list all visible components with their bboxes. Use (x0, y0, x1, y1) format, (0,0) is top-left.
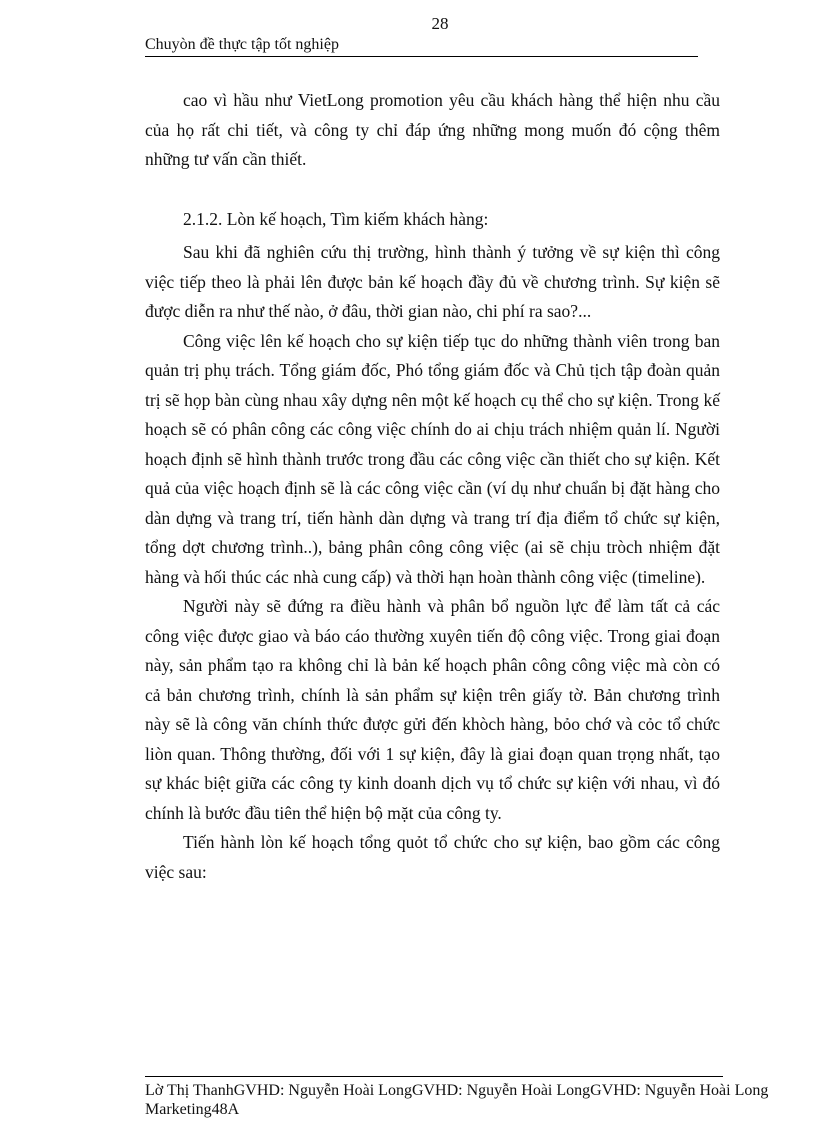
document-body (145, 86, 720, 887)
header-rule (145, 56, 698, 57)
paragraph: Người này sẽ đứng ra điều hành và phân bổ nguồn lực để làm tất cả các công việc được giao và báo cáo thường xuyên tiến độ công việc. Trong giai đoạn này, sản phẩm tạo ra không chỉ là bản kế hoạch phân công công việc mà còn có cả bản chương trình, chính là sản phẩm sự kiện trên giấy tờ. Bản chương trình này sẽ là công văn chính thức được gửi đến khòch hàng, bỏo chớ và cỏc tổ chức liòn quan. Thông thường, đối với 1 sự kiện, đây là giai đoạn quan trọng nhất, tạo sự khác biệt giữa các công ty kinh doanh dịch vụ tổ chức sự kiện với nhau, vì đó chính là bước đầu tiên thể hiện bộ mặt của công ty. (145, 596, 720, 823)
footer-class-line: Marketing48A (145, 1101, 240, 1118)
page-number: 28 (431, 14, 449, 33)
paragraph: Tiến hành lòn kế hoạch tổng quỏt tổ chức cho sự kiện, bao gồm các công việc sau: (145, 832, 720, 882)
footer-author-line: Lờ Thị ThanhGVHD: Nguyễn Hoài LongGVHD: Nguyễn Hoài LongGVHD: Nguyễn Hoài Long (145, 1082, 769, 1099)
footer-rule (145, 1076, 723, 1077)
paragraph-intro: cao vì hầu như VietLong promotion yêu cầu khách hàng thể hiện nhu cầu của họ rất chi tiết, và công ty chỉ đáp ứng những mong muốn đó cộng thêm những tư vấn cần thiết. (145, 90, 720, 169)
section-heading: 2.1.2. Lòn kế hoạch, Tìm kiếm khách hàng: (183, 208, 489, 229)
paragraph: Sau khi đã nghiên cứu thị trường, hình thành ý tưởng về sự kiện thì công việc tiếp theo là phải lên được bản kế hoạch đầy đủ về chương trình. Sự kiện sẽ được diễn ra như thế nào, ở đâu, thời gian nào, chi phí ra sao?... (145, 242, 720, 321)
running-header-title: Chuyòn đề thực tập tốt nghiệp (145, 36, 339, 53)
paragraph: Công việc lên kế hoạch cho sự kiện tiếp tục do những thành viên trong ban quản trị phụ trách. Tổng giám đốc, Phó tổng giám đốc và Chủ tịch tập đoàn quản trị sẽ họp bàn cùng nhau xây dựng nên một kế hoạch cụ thể cho sự kiện. Trong kế hoạch sẽ có phân công các công việc chính do ai chịu trách nhiệm quản lí. Người hoạch định sẽ hình thành trước trong đầu các công việc cần thiết cho sự kiện. Kết quả của việc hoạch định sẽ là các công việc cần (ví dụ như chuẩn bị đặt hàng cho dàn dựng và trang trí, tiến hành dàn dựng và trang trí địa điểm tổ chức sự kiện, tổng dợt chương trình..), bảng phân công công việc (ai sẽ chịu tròch nhiệm đặt hàng và hối thúc các nhà cung cấp) và thời hạn hoàn thành công việc (timeline). (145, 330, 720, 587)
